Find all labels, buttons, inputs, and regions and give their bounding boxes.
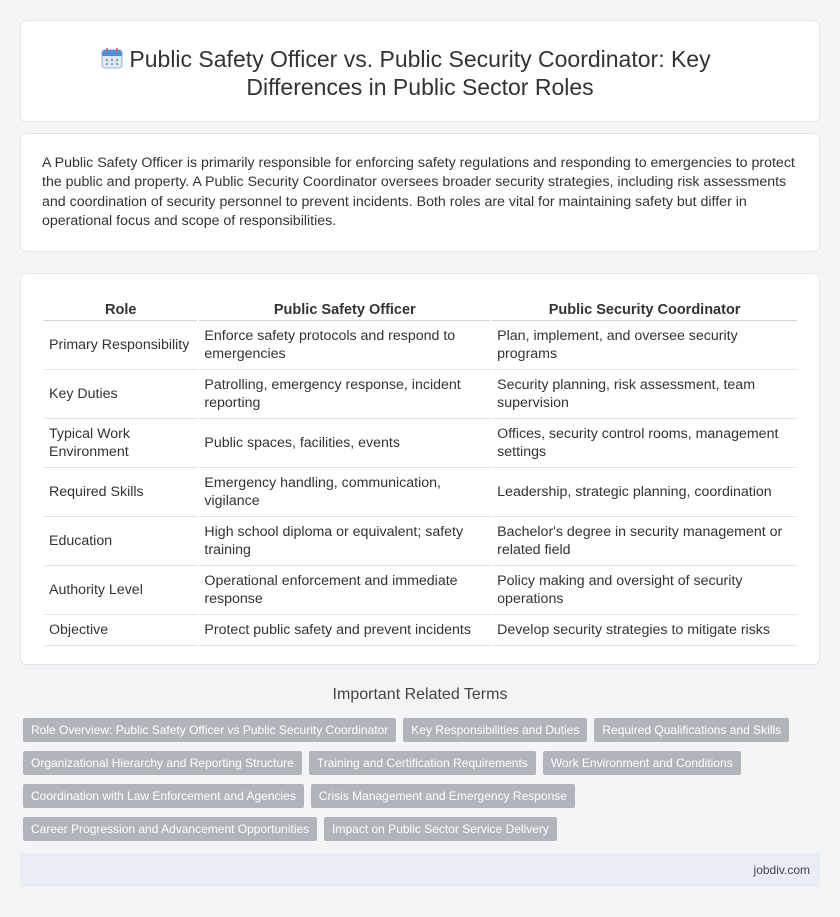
table-cell: Emergency handling, communication, vigilance bbox=[199, 468, 490, 517]
column-header: Role bbox=[44, 296, 197, 321]
table-cell: Bachelor's degree in security management or related field bbox=[492, 517, 797, 566]
table-row bbox=[44, 419, 797, 468]
table-cell: High school diploma or equivalent; safety training bbox=[199, 517, 490, 566]
related-term-tag[interactable]: Role Overview: Public Safety Officer vs Public Security Coordinator bbox=[23, 718, 396, 742]
table-cell: Required Skills bbox=[44, 468, 197, 517]
table-cell: Plan, implement, and oversee security programs bbox=[492, 321, 797, 370]
footer bbox=[20, 853, 820, 887]
page-title-line-2: Differences in Public Sector Roles bbox=[246, 74, 594, 100]
table-cell: Policy making and oversight of security operations bbox=[492, 566, 797, 615]
related-term-tag[interactable]: Crisis Management and Emergency Response bbox=[311, 784, 575, 808]
table-cell: Enforce safety protocols and respond to emergencies bbox=[199, 321, 490, 370]
table-cell: Primary Responsibility bbox=[44, 321, 197, 370]
related-terms-list bbox=[23, 718, 813, 841]
related-term-tag[interactable]: Required Qualifications and Skills bbox=[594, 718, 789, 742]
intro-card bbox=[20, 133, 820, 252]
table-cell: Education bbox=[44, 517, 197, 566]
table-header-row bbox=[44, 296, 797, 321]
footer-site-link[interactable]: jobdiv.com bbox=[753, 863, 810, 877]
table-cell: Protect public safety and prevent incidents bbox=[199, 615, 490, 646]
related-term-tag[interactable]: Career Progression and Advancement Opportunities bbox=[23, 817, 317, 841]
page-title-line-1: Public Safety Officer vs. Public Security Coordinator: Key bbox=[129, 46, 711, 72]
table-row bbox=[44, 566, 797, 615]
page-title bbox=[21, 45, 819, 101]
related-term-tag[interactable]: Impact on Public Sector Service Delivery bbox=[324, 817, 557, 841]
table-cell: Objective bbox=[44, 615, 197, 646]
related-term-tag[interactable]: Coordination with Law Enforcement and Agencies bbox=[23, 784, 304, 808]
table-cell: Develop security strategies to mitigate risks bbox=[492, 615, 797, 646]
related-term-tag[interactable]: Work Environment and Conditions bbox=[543, 751, 741, 775]
column-header: Public Security Coordinator bbox=[492, 296, 797, 321]
column-header: Public Safety Officer bbox=[199, 296, 490, 321]
table-cell: Public spaces, facilities, events bbox=[199, 419, 490, 468]
table-cell: Key Duties bbox=[44, 370, 197, 419]
table-row bbox=[44, 468, 797, 517]
related-terms-heading: Important Related Terms bbox=[332, 686, 508, 703]
table-cell: Operational enforcement and immediate response bbox=[199, 566, 490, 615]
intro-text: A Public Safety Officer is primarily responsible for enforcing safety regulations and responding to emergencies to protect the public and property. A Public Security Coordinator oversees broader security strategies, including risk assessments and coordination of security personnel to prevent incidents. Both roles are vital for maintaining safety but differ in operational focus and scope of responsibilities. bbox=[42, 155, 795, 229]
table-cell: Leadership, strategic planning, coordination bbox=[492, 468, 797, 517]
table-cell: Typical Work Environment bbox=[44, 419, 197, 468]
table-cell: Offices, security control rooms, management settings bbox=[492, 419, 797, 468]
table-row bbox=[44, 615, 797, 646]
related-term-tag[interactable]: Training and Certification Requirements bbox=[309, 751, 536, 775]
comparison-table-card bbox=[20, 273, 820, 665]
comparison-table bbox=[42, 296, 799, 646]
related-term-tag[interactable]: Organizational Hierarchy and Reporting Structure bbox=[23, 751, 302, 775]
table-cell: Patrolling, emergency response, incident reporting bbox=[199, 370, 490, 419]
table-row bbox=[44, 370, 797, 419]
table-row bbox=[44, 517, 797, 566]
table-cell: Security planning, risk assessment, team supervision bbox=[492, 370, 797, 419]
table-row bbox=[44, 321, 797, 370]
related-term-tag[interactable]: Key Responsibilities and Duties bbox=[403, 718, 587, 742]
header-card bbox=[20, 20, 820, 122]
table-cell: Authority Level bbox=[44, 566, 197, 615]
